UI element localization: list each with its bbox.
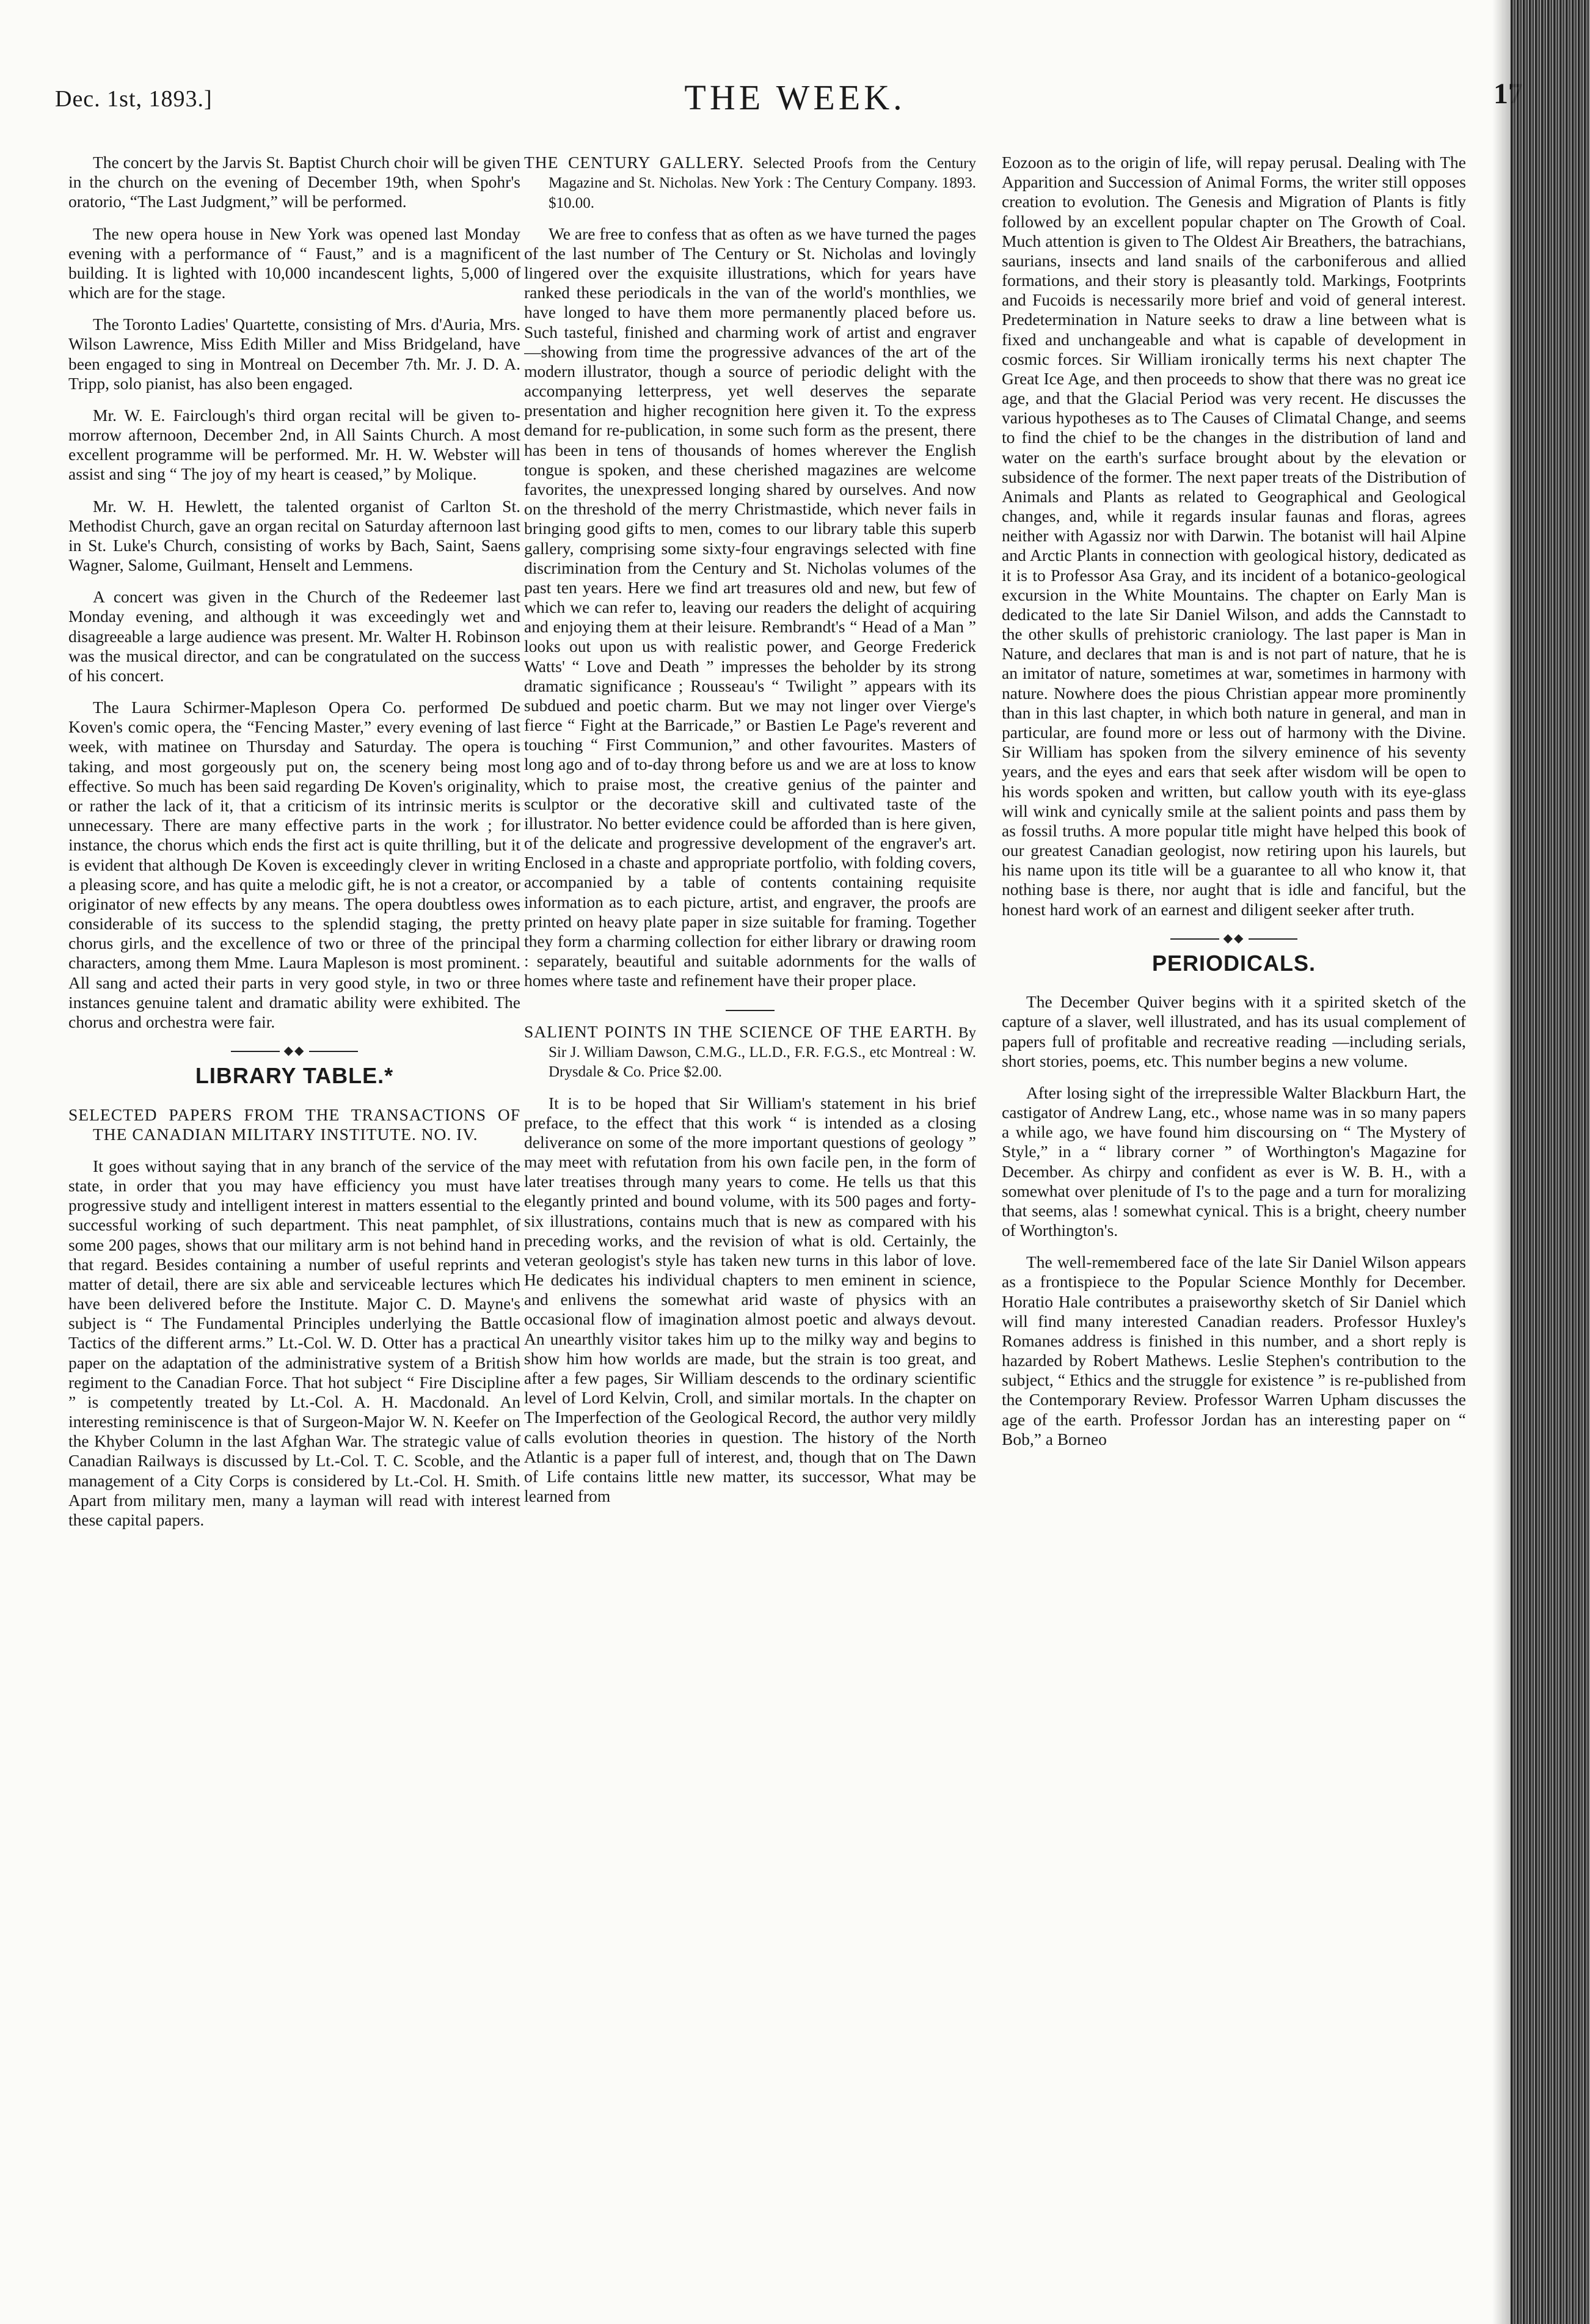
- book-title-military-institute: [68, 1105, 520, 1144]
- periodical-popular-science: The well-remembered face of the late Sir Daniel Wilson appears as a frontispiece to the Popular Science Monthly for December. Horatio Hale contributes a praiseworthy sketch of Sir Daniel which will find many interested Canadian readers. Professor Huxley's Romanes address is finished in this number, and a short reply is hazarded by Robert Mathews. Leslie Stephen's contribution to the subject, “ Ethics and the struggle for existence ” is re-published from the Contemporary Review. Professor Warren Upham discusses the age of the earth. Professor Jordan has an interesting paper on “ Bob,” a Borneo: [1002, 1252, 1466, 1449]
- book-entry-salient-points: [524, 1022, 976, 1081]
- book-title: THE CENTURY GALLERY.: [524, 153, 745, 172]
- book-meta: Selected Proofs from the Century Magazine and St. Nicholas. New York : The Century Company. 1893. $10.00.: [549, 155, 976, 211]
- column-right: [1002, 153, 1466, 2303]
- issue-date: Dec. 1st, 1893.]: [55, 86, 213, 112]
- section-divider: ◆◆: [68, 1044, 520, 1058]
- music-note-ladies-quartette: The Toronto Ladies' Quartette, consisting of Mrs. d'Auria, Mrs. Wilson Lawrence, Miss Edith Miller and Miss Bridgeland, have been engaged to sing in Montreal on December 7th. Mr. J. D. A. Tripp, solo pianist, has also been engaged.: [68, 315, 520, 393]
- publication-title: THE WEEK.: [684, 78, 906, 117]
- periodicals-heading: PERIODICALS.: [1151, 951, 1316, 976]
- music-note-hewlett-recital: Mr. W. H. Hewlett, the talented organist of Carlton St. Methodist Church, gave an organ recital on Saturday afternoon last in St. Luke's Church, consisting of works by Bach, Saint, Saens Wagner, Salome, Guilmant, Henselt and Lemmens.: [68, 496, 520, 575]
- section-divider: [524, 1003, 976, 1017]
- music-note-jarvis-concert: The concert by the Jarvis St. Baptist Church choir will be given in the church on the evening of December 19th, when Spohr's oratorio, “The Last Judgment,” will be performed.: [68, 153, 520, 211]
- periodical-worthingtons: After losing sight of the irrepressible Walter Blackburn Hart, the castigator of Andrew Lang, etc., whose name was in so many papers a while ago, we have found him discoursing on “ The Mystery of Style,” in a “ library corner ” of Worthington's Magazine for December. As chirpy and confident as ever is W. B. H., with a somewhat over plenitude of I's to the page and a turn for moralizing that seems, alas ! somewhat cynical. This is a bright, cheery number of Worthington's.: [1002, 1083, 1466, 1240]
- review-salient-points-continued: Eozoon as to the origin of life, will repay perusal. Dealing with The Apparition and Succession of Animal Forms, the writer still opposes creation to evolution. The Genesis and Migration of Plants is fitly followed by an excellent popular chapter on The Growth of Coal. Much attention is given to The Oldest Air Breathers, the batrachians, saurians, insects and land snails of the carboniferous and allied formations, and their story is pleasantly told. Markings, Footprints and Fucoids is necessarily more brief and void of general interest. Predetermination in Nature seeks to draw a line between what is fixed and unchangeable and what is capable of development in cosmic forces. Sir William ironically terms his next chapter The Great Ice Age, and then proceeds to show that there was no great ice age, and that the Glacial Period was very recent. He discusses the various hypotheses as to The Causes of Climatal Change, and seems to find the chief to be the changes in the distribution of land and water on the earth's surface brought about by the elevation or subsidence of the former. The next paper treats of the Distribution of Animals and Plants as related to Geographical and Geological changes, and, while it regards insular faunas and floras, agrees neither with Agassiz nor with Darwin. The botanist will hail Alpine and Arctic Plants in connection with geological history, dedicated as it is to Professor Asa Gray, and its incident of a botanico-geological excursion in the White Mountains. The chapter on Early Man is dedicated to the late Sir Daniel Wilson, and adds the Cannstadt to the other skulls of prehistoric craniology. The last paper is Man in Nature, and declares that man is and is not part of nature, that he is an imitator of nature, sometimes at war, sometimes in harmony with nature. Nowhere does the pious Christian appear more prominently than in this last chapter, in which both nature in general, and man in particular, are found more or less out of harmony with the Divine. Sir William has spoken from the silvery eminence of his seventy years, and the eyes and ears that seek after wisdom will be open to his words spoken and written, but callow youth with its eye-glass will wink and cynically smile at the salient points and pass them by as fossil truths. A more popular title might have helped this book of our greatest Canadian geologist, now retiring upon his laurels, but his name upon its title will be a guarantee to all who know it, that nothing base is there, nor aught that is idle and fanciful, but the honest hard work of an earnest and diligent seeker after truth.: [1002, 153, 1466, 919]
- review-century-gallery: We are free to confess that as often as we have turned the pages of the last number of The Century or St. Nicholas and lovingly lingered over the exquisite illustrations, which for years have ranked these periodicals in the van of the world's monthlies, we have longed to have them more permanently placed before us. Such tasteful, finished and charming work of artist and engraver —showing from time the progressive advances of the art of the modern illustrator, though a source of periodic delight with the accompanying letterpress, yet well deserves the separate presentation and higher recognition here given it. To the express demand for re-publication, in some such form as the present, there has been in tens of thousands of homes wherever the English tongue is spoken, and these cherished magazines are welcome favorites, the unexpressed longing shared by ourselves. And now on the threshold of the merry Christmastide, which never fails in bringing good gifts to men, comes to our library table this superb gallery, comprising some sixty-four engravings selected with fine discrimination from the Century and St. Nicholas volumes of the past ten years. Here we find art treasures old and new, but few of which we can refer to, leaving our readers the delight of acquiring and enjoying them at their leisure. Rembrandt's “ Head of a Man ” looks out upon us with realistic power, and George Frederick Watts' “ Love and Death ” impresses the beholder by its strong dramatic significance ; Rousseau's “ Twilight ” appears with its subdued and poetic charm. But we may not linger over Vierge's fierce “ Fight at the Barricade,” or Bastien Le Page's reverent and touching “ First Communion,” and other favourites. Masters of long ago and of to-day throng before us and we are at loss to know which to praise most, the creative genius of the painter and sculptor or the decorative skill and cultivated taste of the illustrator. No better evidence could be afforded than is here given, of the delicate and progressive development of the engraver's art. Enclosed in a chaste and appropriate portfolio, with folding covers, accompanied by a table of contents containing requisite information as to each picture, artist, and engraver, the proofs are printed on heavy plate paper in size suitable for framing. Together they form a charming collection for either library or drawing room : separately, beautiful and suitable adornments for the walls of homes where taste and refinement have their proper place.: [524, 224, 976, 990]
- music-note-fencing-master: The Laura Schirmer-Mapleson Opera Co. performed De Koven's comic opera, the “Fencing Master,” every evening of last week, with matinee on Thursday and Saturday. The opera is taking, and most gorgeously put on, the scenery being most effective. So much has been said regarding De Koven's originality, or rather the lack of it, that a criticism of its intrinsic merits is unnecessary. There are many effective parts in the work ; for instance, the chorus which ends the first act is quite thrilling, but it is evident that although De Koven is exceedingly clever in writing a pleasing score, and has quite a melodic gift, he is not a creator, or originator of new effects by any means. The opera doubtless owes considerable of its success to the splendid staging, the pretty chorus girls, and the excellence of two or three of the principal characters, among them Mme. Laura Mapleson is most prominent. All sang and acted their parts in very good style, in two or three instances genuine talent and dramatic ability were exhibited. The chorus and orchestra were fair.: [68, 698, 520, 1031]
- page-header: [0, 0, 1590, 141]
- column-middle: [524, 153, 976, 2303]
- library-table-heading: LIBRARY TABLE.*: [195, 1063, 394, 1089]
- periodical-quiver: The December Quiver begins with it a spirited sketch of the capture of a slaver, well illustrated, and has its usual complement of papers full of profitable and recreative reading —including serials, short stories, poems, etc. This number begins a new volume.: [1002, 992, 1466, 1070]
- column-left: [68, 153, 520, 2303]
- book-entry-century-gallery: [524, 153, 976, 212]
- music-note-redeemer-concert: A concert was given in the Church of the Redeemer last Monday evening, and although it was exceedingly wet and disagreeable a large audience was present. Mr. Walter H. Robinson was the musical director, and can be congratulated on the success of his concert.: [68, 587, 520, 685]
- book-binding-edge: [1511, 0, 1590, 2324]
- section-divider: ◆◆: [1002, 932, 1466, 946]
- book-title: SELECTED PAPERS FROM THE TRANSACTIONS OF THE CANADIAN MILITARY INSTITUTE. NO. IV.: [68, 1105, 520, 1144]
- music-note-fairclough-recital: Mr. W. E. Fairclough's third organ recital will be given to-morrow afternoon, December 2nd, in All Saints Church. A most excellent programme will be performed. Mr. H. W. Webster will assist and sing “ The joy of my heart is ceased,” by Molique.: [68, 405, 520, 484]
- book-title: SALIENT POINTS IN THE SCIENCE OF THE EARTH.: [524, 1021, 953, 1041]
- review-salient-points: It is to be hoped that Sir William's statement in his brief preface, to the effect that this work “ is intended as a closing deliverance on some of the more important questions of geology ” may meet with refutation from his own facile pen, in the form of later treatises through many years to come. He tells us that this elegantly printed and bound volume, with its 500 pages and forty-six illustrations, contains much that is new as compared with his preceding works, and the revision of what is old. Certainly, the veteran geologist's style has taken new turns in this labor of love. He dedicates his individual chapters to men eminent in science, and enlivens the somewhat arid waste of physics with an occasional flow of imagination almost poetic and always devout. An unearthly visitor takes him up to the milky way and begins to show him how worlds are made, but the strain is too great, and after a few pages, Sir William descends to the ordinary scientific level of Lord Kelvin, Croll, and similar mortals. In the chapter on The Imperfection of the Geological Record, the author very mildly calls evolution theories in question. The history of the North Atlantic is a paper full of interest, and, though that on The Dawn of Life contains little new matter, its successor, What may be learned from: [524, 1093, 976, 1506]
- review-military-institute: It goes without saying that in any branch of the service of the state, in order that you may have efficiency you must have progressive study and intelligent interest in matters essential to the successful working of such department. This neat pamphlet, of some 200 pages, shows that our military arm is not behind hand in that regard. Besides containing a number of useful reprints and matter of detail, there are six able and serviceable lectures which have been delivered before the Institute. Major C. D. Mayne's subject is “ The Fundamental Principles underlying the Battle Tactics of the different arms.” Lt.-Col. W. D. Otter has a practical paper on the adaptation of the administrative system of a British regiment to the Canadian Force. That hot subject “ Fire Discipline ” is competently treated by Lt.-Col. A. H. Macdonald. An interesting reminiscence is that of Surgeon-Major W. N. Keefer on the Khyber Column in the last Afghan War. The strategic value of Canadian Railways is discussed by Lt.-Col. T. C. Scoble, and the management of a City Corps is considered by Lt.-Col. H. Smith. Apart from military men, many a layman will read with interest these capital papers.: [68, 1156, 520, 1529]
- music-note-new-york-opera-house: The new opera house in New York was opened last Monday evening with a performance of “ Faust,” and is a magnificent building. It is lighted with 10,000 incandescent lights, 5,000 of which are for the stage.: [68, 224, 520, 302]
- book-meta: By Sir J. William Dawson, C.M.G., LL.D., F.R. F.G.S., etc Montreal : W. Drysdale & Co. Price $2.00.: [549, 1024, 976, 1081]
